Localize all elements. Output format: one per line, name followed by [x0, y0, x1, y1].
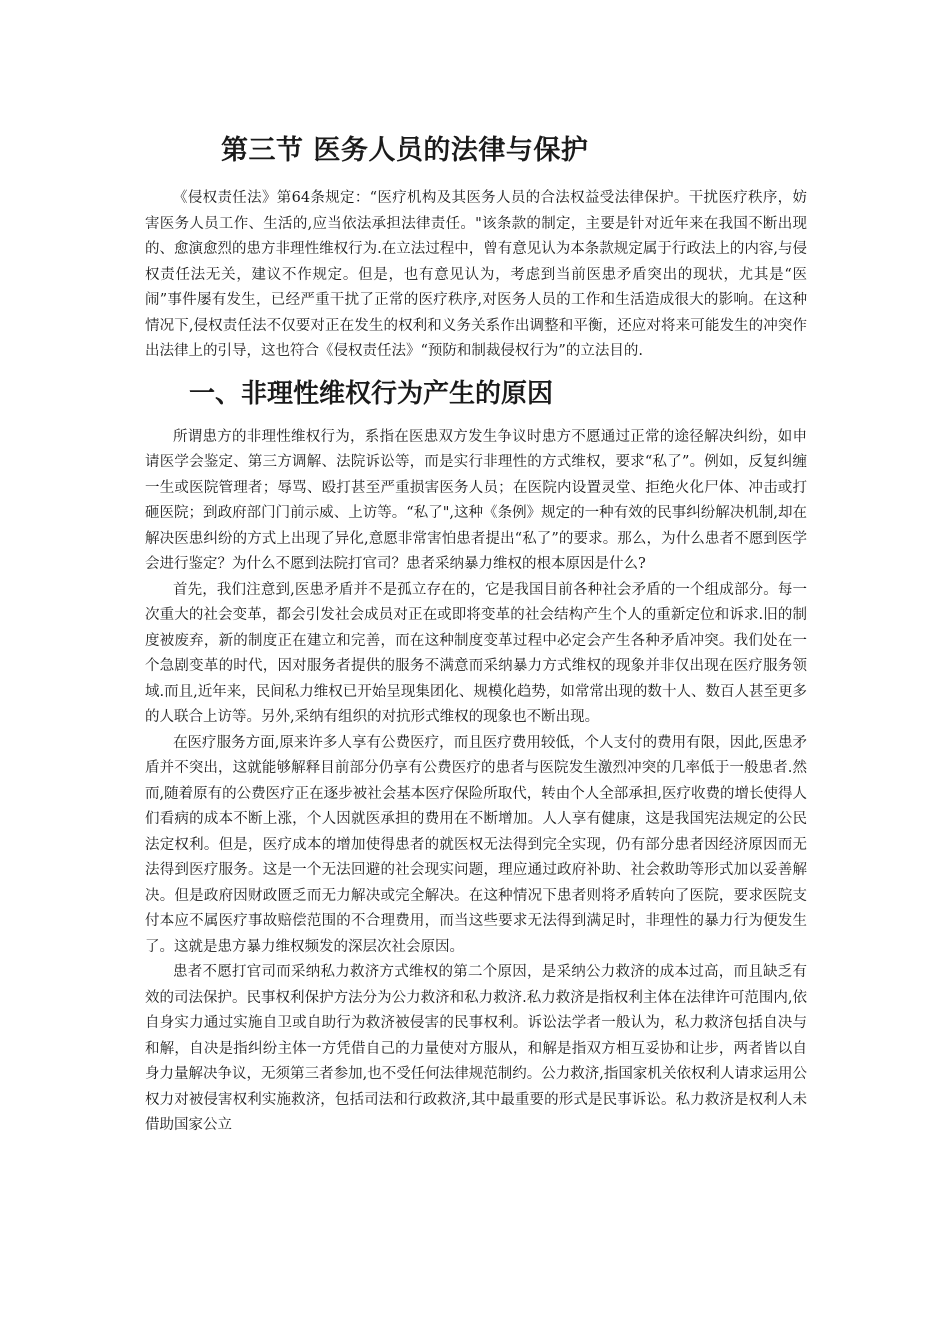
intro-paragraph: 《侵权责任法》第64条规定：“医疗机构及其医务人员的合法权益受法律保护。干扰医疗秩序，妨害医务人员工作、生活的,应当依法承担法律责任。"该条款的制定，主要是针对近年来在我国不断出现的、愈演愈烈的患方非理性维权行为.在立法过程中，曾有意见认为本条款规定属于行政法上的内容,与侵权责任法无关，建议不作规定。但是，也有意见认为，考虑到当前医患矛盾突出的现状，尤其是“医闹”事件屡有发生，已经严重干扰了正常的医疗秩序,对医务人员的工作和生活造成很大的影响。在这种情况下,侵权责任法不仅要对正在发生的权利和义务关系作出调整和平衡，还应对将来可能发生的冲突作出法律上的引导，这也符合《侵权责任法》“预防和制裁侵权行为”的立法目的. [145, 190, 807, 359]
section-title: 第三节 医务人员的法律与保护 [221, 135, 589, 166]
body-paragraph-4: 患者不愿打官司而采纳私力救济方式维权的第二个原因，是采纳公力救济的成本过高，而且缺乏有效的司法保护。民事权利保护方法分为公力救济和私力救济.私力救济是指权利主体在法律许可范围内,依自身实力通过实施自卫或自助行为救济被侵害的民事权利。诉讼法学者一般认为，私力救济包括自决与和解，自决是指纠纷主体一方凭借自己的力量使对方服从，和解是指双方相互妥协和让步，两者皆以自身力量解决争议，无须第三者参加,也不受任何法律规范制约。公力救济,指国家机关依权利人请求运用公权力对被侵害权利实施救济，包括司法和行政救济,其中最重要的形式是民事诉讼。私力救济是权利人未借助国家公立 [145, 964, 807, 1133]
body-paragraph-3: 在医疗服务方面,原来许多人享有公费医疗，而且医疗费用较低，个人支付的费用有限，因此,医患矛盾并不突出，这就能够解释目前部分仍享有公费医疗的患者与医院发生激烈冲突的几率低于一般患者.然而,随着原有的公费医疗正在逐步被社会基本医疗保险所取代，转由个人全部承担,医疗收费的增长使得人们看病的成本不断上涨，个人因就医承担的费用在不断增加。人人享有健康，这是我国宪法规定的公民法定权利。但是，医疗成本的增加使得患者的就医权无法得到完全实现，仍有部分患者因经济原因而无法得到医疗服务。这是一个无法回避的社会现实问题，理应通过政府补助、社会救助等形式加以妥善解决。但是政府因财政匮乏而无力解决或完全解决。在这种情况下患者则将矛盾转向了医院，要求医院支付本应不属医疗事故赔偿范围的不合理费用，而当这些要求无法得到满足时，非理性的暴力行为便发生了。这就是患方暴力维权频发的深层次社会原因。 [145, 734, 807, 955]
body-paragraph-1: 所谓患方的非理性维权行为，系指在医患双方发生争议时患方不愿通过正常的途径解决纠纷，如申请医学会鉴定、第三方调解、法院诉讼等，而是实行非理性的方式维权，要求“私了”。例如，反复纠缠一生或医院管理者；辱骂、殴打甚至严重损害医务人员；在医院内设置灵堂、拒绝火化尸体、冲击或打砸医院；到政府部门门前示威、上访等。“私了",这种《条例》规定的一种有效的民事纠纷解决机制,却在解决医患纠纷的方式上出现了异化,意愿非常害怕患者提出“私了”的要求。那么，为什么患者不愿到医学会进行鉴定？为什么不愿到法院打官司？患者采纳暴力维权的根本原因是什么? [145, 428, 807, 572]
body-paragraph-2: 首先，我们注意到,医患矛盾并不是孤立存在的，它是我国目前各种社会矛盾的一个组成部分。每一次重大的社会变革，都会引发社会成员对正在或即将变革的社会结构产生个人的重新定位和诉求.旧的制度被废弃，新的制度正在建立和完善，而在这种制度变革过程中必定会产生各种矛盾冲突。我们处在一个急剧变革的时代，因对服务者提供的服务不满意而采纳暴力方式维权的现象并非仅出现在医疗服务领域.而且,近年来，民间私力维权已开始呈现集团化、规模化趋势，如常常出现的数十人、数百人甚至更多的人联合上访等。另外,采纳有组织的对抗形式维权的现象也不断出现。 [145, 581, 807, 725]
document-body [145, 128, 807, 1139]
subsection-title: 一、非理性维权行为产生的原因 [189, 378, 554, 409]
